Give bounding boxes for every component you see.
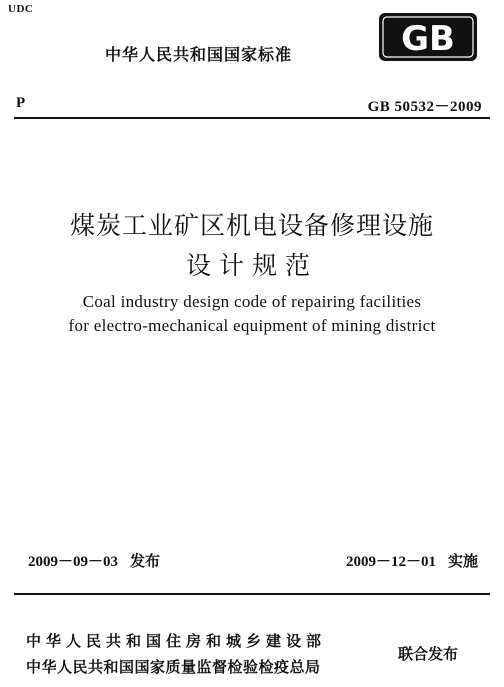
gb-logo-text: GB: [401, 19, 455, 59]
implementation-date-block: [346, 550, 478, 571]
category-code: P: [16, 95, 26, 111]
publisher-aqsiq: 中华人民共和国国家质量监督检验检疫总局: [26, 658, 321, 676]
top-divider: [14, 117, 490, 119]
joint-issue-label: 联合发布: [398, 645, 459, 663]
bottom-divider: [14, 593, 490, 595]
issue-date-block: [28, 550, 160, 571]
issue-label: 发布: [130, 554, 161, 570]
title-chinese-line1: 煤炭工业矿区机电设备修理设施: [69, 213, 434, 240]
gb-logo: [378, 12, 478, 62]
title-english-line1: Coal industry design code of repairing facilities: [82, 292, 422, 311]
standard-number: GB 50532－2009: [367, 99, 482, 115]
title-chinese-line2: 设计规范: [185, 253, 318, 280]
issue-date: 2009－09－03: [28, 554, 119, 570]
implementation-date: 2009－12－01: [345, 554, 436, 570]
publisher-ministry-housing: 中华人民共和国住房和城乡建设部: [26, 632, 327, 650]
title-english-line2: for electro-mechanical equipment of mining district: [68, 316, 436, 335]
implementation-label: 实施: [447, 554, 478, 570]
national-standard-heading: 中华人民共和国国家标准: [105, 45, 293, 64]
udc-label: UDC: [8, 3, 34, 15]
